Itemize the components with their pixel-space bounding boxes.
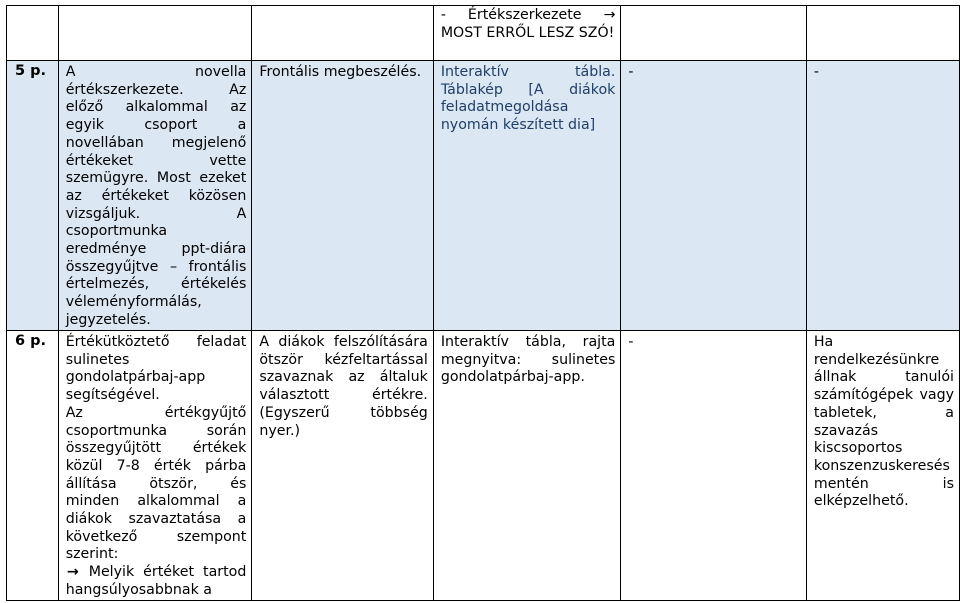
tools-text: Interaktív tábla, rajta megnyitva: sulinetes gondolatpárbaj-app.: [440, 334, 616, 386]
tools-cell: [433, 6, 621, 61]
time-cell: [7, 6, 59, 61]
activity-cell: [58, 331, 252, 601]
arrow-icon: →: [66, 564, 79, 581]
col6-text: Ha rendelkezésünkre állnak tanulói számítógépek vagy tabletek, a szavazás kiscsoportos konszenzuskeresés mentén is elképzelhető.: [813, 334, 954, 510]
time-cell: [7, 331, 59, 601]
col6-cell: [806, 331, 959, 601]
col5-cell: [621, 331, 807, 601]
time-cell: [7, 61, 59, 331]
tools-text: - Értékszerkezete → MOST ERRŐL LESZ SZÓ!: [440, 7, 616, 41]
method-cell: [252, 6, 433, 61]
col6-cell: [806, 61, 959, 331]
tools-cell: [433, 61, 621, 331]
lesson-plan-table: [6, 5, 960, 601]
method-text: A diákok felszólítására ötször kézfeltartással szavaznak az általuk választott értékre. (Egyszerű többség nyer.): [259, 334, 428, 439]
table-row: [7, 61, 960, 331]
col5-cell: [621, 6, 807, 61]
col5-text: -: [628, 64, 634, 80]
tools-cell: [433, 331, 621, 601]
time-label: 5 p.: [15, 63, 47, 79]
col5-cell: [621, 61, 807, 331]
activity-paragraph: Értékütköztető feladat sulinetes gondolatpárbaj-app segítségével.: [65, 334, 247, 404]
activity-question: → Melyik értéket tartod hangsúlyosabbnak a: [65, 564, 247, 598]
method-cell: [252, 331, 433, 601]
tools-text: Interaktív tábla. Táblakép [A diákok feladatmegoldása nyomán készített dia]: [440, 64, 616, 134]
activity-text: A novella értékszerkezete. Az előző alkalommal az egyik csoport a novellában megjelenő értékeket vette szemügyre. Most ezeket az értékeket közösen vizsgáljuk. A csoportmunka eredménye ppt-diára összegyűjtve – frontális értelmezés, értékelés véleményformálás, jegyzetelés.: [65, 64, 247, 328]
method-cell: [252, 61, 433, 331]
activity-text: [59, 331, 252, 600]
col6-text: -: [813, 64, 819, 80]
time-label: 6 p.: [15, 333, 47, 349]
table-row: [7, 6, 960, 61]
activity-cell: [58, 6, 252, 61]
col5-text: -: [628, 334, 634, 350]
col6-cell: [806, 6, 959, 61]
table-row: [7, 331, 960, 601]
activity-paragraph: Az értékgyűjtő csoportmunka során összegyűjtött értékek közül 7-8 érték párba állítása ötször, és minden alkalommal a diákok szavaztatása a következő szempont szerint:: [65, 404, 247, 563]
method-text: Frontális megbeszélés.: [259, 64, 422, 80]
activity-cell: [58, 61, 252, 331]
